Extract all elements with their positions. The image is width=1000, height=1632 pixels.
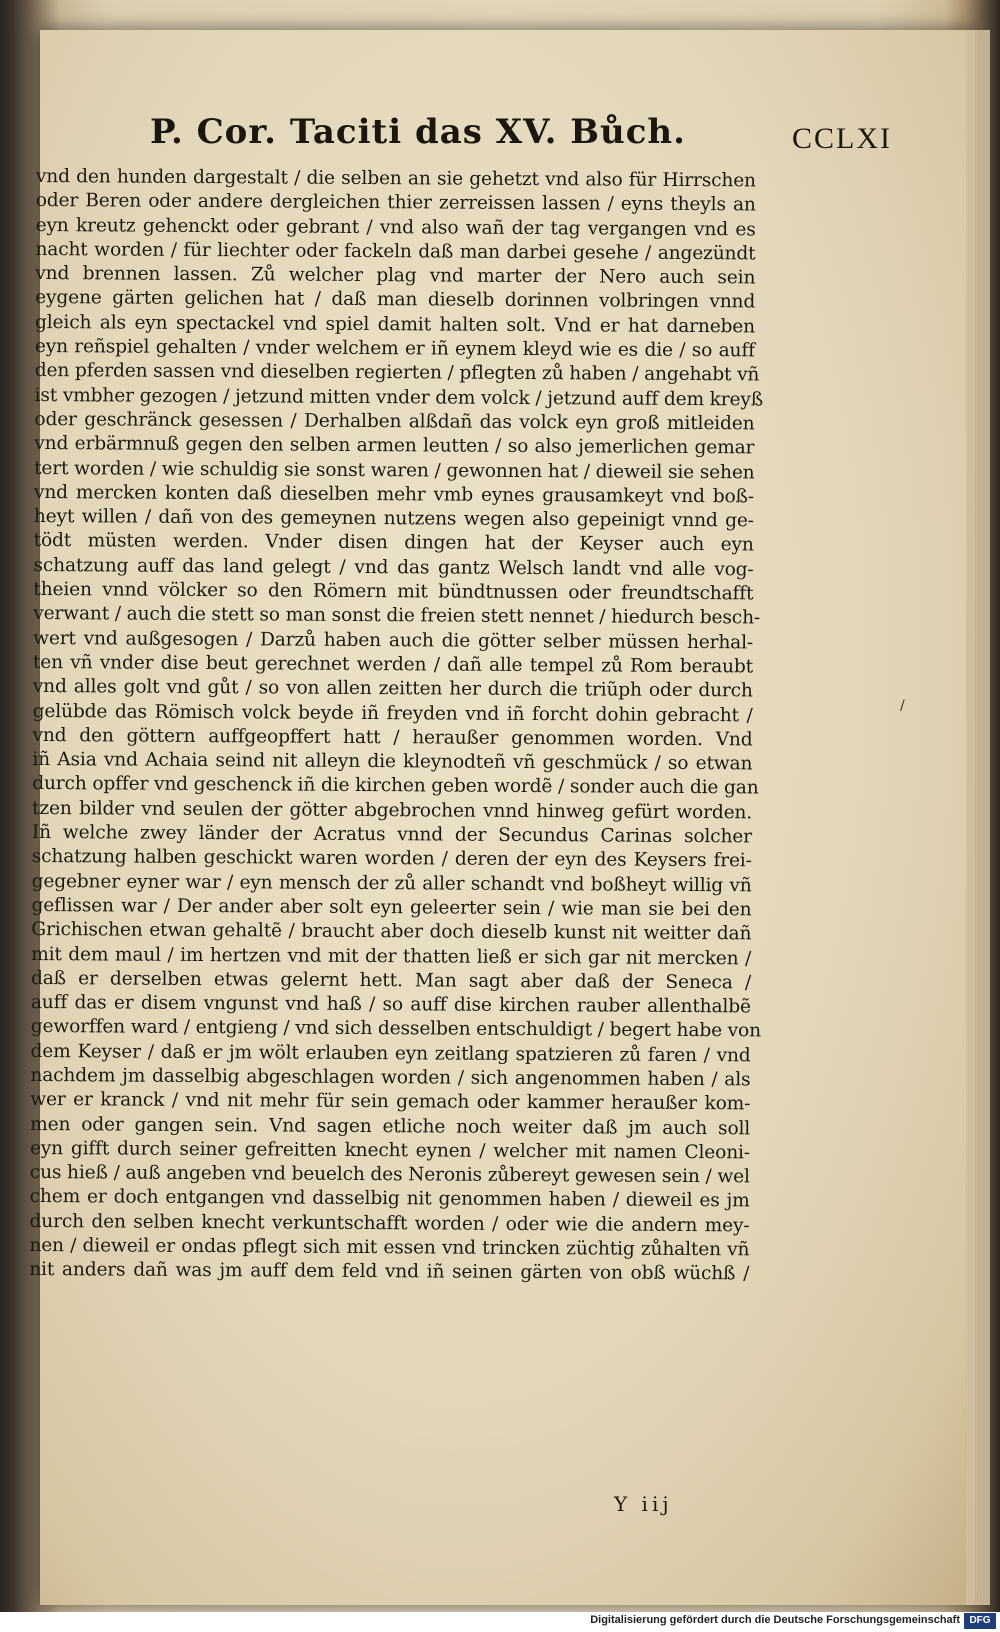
text-line: verwant / auch die stett so man sonst die freien stett nennet / hiedurch besch- (33, 603, 761, 629)
text-line: gegebner eyner war / eyn mensch der zů aller schandt vnd boßheyt willig vñ (31, 870, 752, 896)
running-title: P. Cor. Taciti das XV. Bůch. (150, 112, 686, 152)
text-line: vnd alles golt vnd gůt / so von allen zeitten her durch die triũph oder durch (32, 676, 753, 702)
text-line: schatzung auff das land gelegt / vnd das gantz Welsch landt vnd alle vog- (33, 554, 754, 581)
text-line: vnd mercken konten daß dieselben mehr vmb eynes grausamkeyt vnd boß- (33, 481, 755, 508)
text-line: cus hieß / auß angeben vnd beuelch des Neronis zůbereyt gewesen sein / wel (29, 1162, 750, 1188)
text-line: geworffen ward / entgieng / vnd sich desselben entschuldigt / begert habe von (30, 1016, 762, 1042)
dfg-logo: DFG (964, 1613, 996, 1629)
text-line: geflissen war / Der ander aber solt eyn geleerter sein / wie man sie bei den (31, 894, 752, 921)
text-line: den pferden sassen vnd dieselben regierten / pflegten zů haben / angehabt vñ (34, 360, 760, 386)
text-line: nachdem jm dasselbig abgeschlagen worden / sich angenommen haben / als (30, 1064, 751, 1091)
text-line: tödt müsten werden. Vnder disen dingen hat der Keyser auch eyn (33, 530, 754, 556)
text-line: theien vnnd völcker so den Römern mit bündtnussen oder freundtschafft (33, 579, 754, 605)
text-line: daß er derselben etwas gelernt hett. Man sagt aber daß der Seneca / (30, 967, 752, 994)
text-line: ist vmbher gezogen / jetzund mitten vnder dem volck / jetzund auff dem kreyß (34, 384, 764, 411)
margin-stroke: / (900, 698, 905, 714)
signature-mark: Y iij (614, 1492, 673, 1516)
text-line: eygene gärten gelichen hat / daß man dieselb dorinnen volbringen vnnd (35, 287, 756, 313)
body-text-block (29, 165, 764, 1287)
text-line: schatzung halben geschickt waren worden / deren der eyn des Keysers frei- (31, 846, 752, 872)
text-line: vnd den göttern auffgeopffert hatt / heraußer genommen worden. Vnd (32, 724, 753, 751)
text-line: Grichischen etwan gehaltẽ / braucht aber doch dieselb kunst nit weitter dañ (31, 919, 752, 945)
text-line: wert vnd außgesogen / Darzů haben auch die götter selber müssen herhal- (33, 627, 754, 654)
page-edges (966, 30, 990, 1605)
folio-number: CCLXI (792, 122, 892, 155)
text-line: dem Keyser / daß er jm wölt erlauben eyn zeitlang spatzieren zů faren / vnd (30, 1040, 751, 1067)
text-line: tert worden / wie schuldig sie sonst waren / gewonnen hat / dieweil sie sehen (34, 457, 755, 483)
footer-credit: Digitalisierung gefördert durch die Deutsche Forschungsgemeinschaft (590, 1614, 960, 1626)
text-line: durch den selben knecht verkuntschafft worden / oder wie die andern mey- (29, 1210, 750, 1237)
text-line: vnd den hunden dargestalt / die selben an sie gehetzt vnd also für Hirrschen (35, 165, 756, 192)
text-line: oder geschränck gesessen / Derhalben alßdañ das volck eyn groß mitleiden (34, 408, 755, 435)
text-line: auff das er disem vngunst vnd haß / so auff dise kirchen rauber allenthalbẽ (30, 992, 751, 1018)
text-line: nit anders dañ was jm auff dem feld vnd iñ seinen gärten von obß wüchß / (29, 1259, 750, 1285)
text-line: ten vñ vnder dise beut gerechnet werden / dañ alle tempel zů Rom beraubt (32, 651, 754, 678)
text-line: oder Beren oder andere dergleichen thier zerreissen lassen / eyns theyls an (35, 190, 756, 216)
text-line: Iñ welche zwey länder der Acratus vnnd der Secundus Carinas solcher (31, 822, 752, 848)
text-line: vnd erbärmnuß gegen den selben armen leutten / so also jemerlichen gemar (34, 433, 755, 459)
text-line: men oder gangen sein. Vnd sagen etliche noch weiter daß jm auch soll (30, 1113, 751, 1139)
text-line: eyn kreutz gehenckt oder gebrant / vnd also wañ der tag vergangen vnd es (35, 214, 756, 240)
text-line: heyt willen / dañ von des gemeynen nutzens wegen also gepeinigt vnnd ge- (33, 506, 754, 532)
text-line: wer er kranck / vnd nit mehr für sein gemach oder kammer heraußer kom- (30, 1089, 751, 1115)
text-line: eyn gifft durch seiner gefreitten knecht eynen / welcher mit namen Cleoni- (29, 1137, 751, 1164)
text-line: durch opffer vnd geschenck iñ die kirchen geben wordẽ / sonder auch die gan (32, 773, 759, 799)
text-line: nen / dieweil er ondas pflegt sich mit essen vnd trincken züchtig zůhalten vñ (29, 1235, 750, 1261)
text-line: nacht worden / für liechter oder fackeln daß man darbei gesehe / angezündt (35, 238, 756, 265)
text-line: tzen bilder vnd seulen der götter abgebrochen vnnd hinweg gefürt worden. (32, 797, 753, 824)
text-line: chem er doch entgangen vnd dasselbig nit genommen haben / dieweil es jm (29, 1186, 750, 1212)
text-line: vnd brennen lassen. Zů welcher plag vnd marter der Nero auch sein (35, 263, 756, 289)
text-line: gelübde das Römisch volck beyde iñ freyden vnd iñ forcht dohin gebracht / (32, 700, 753, 726)
text-line: iñ Asia vnd Achaia seind nit alleyn die kleynodteñ vñ geschmück / so etwan (32, 749, 753, 775)
text-line: gleich als eyn spectackel vnd spiel damit halten solt. Vnd er hat darneben (34, 311, 756, 338)
text-line: mit dem maul / im hertzen vnd mit der thatten ließ er sich gar nit mercken / (31, 943, 752, 969)
text-line: eyn reñspiel gehalten / vnder welchem er iñ eynem kleyd wie es die / so auff (34, 336, 755, 362)
